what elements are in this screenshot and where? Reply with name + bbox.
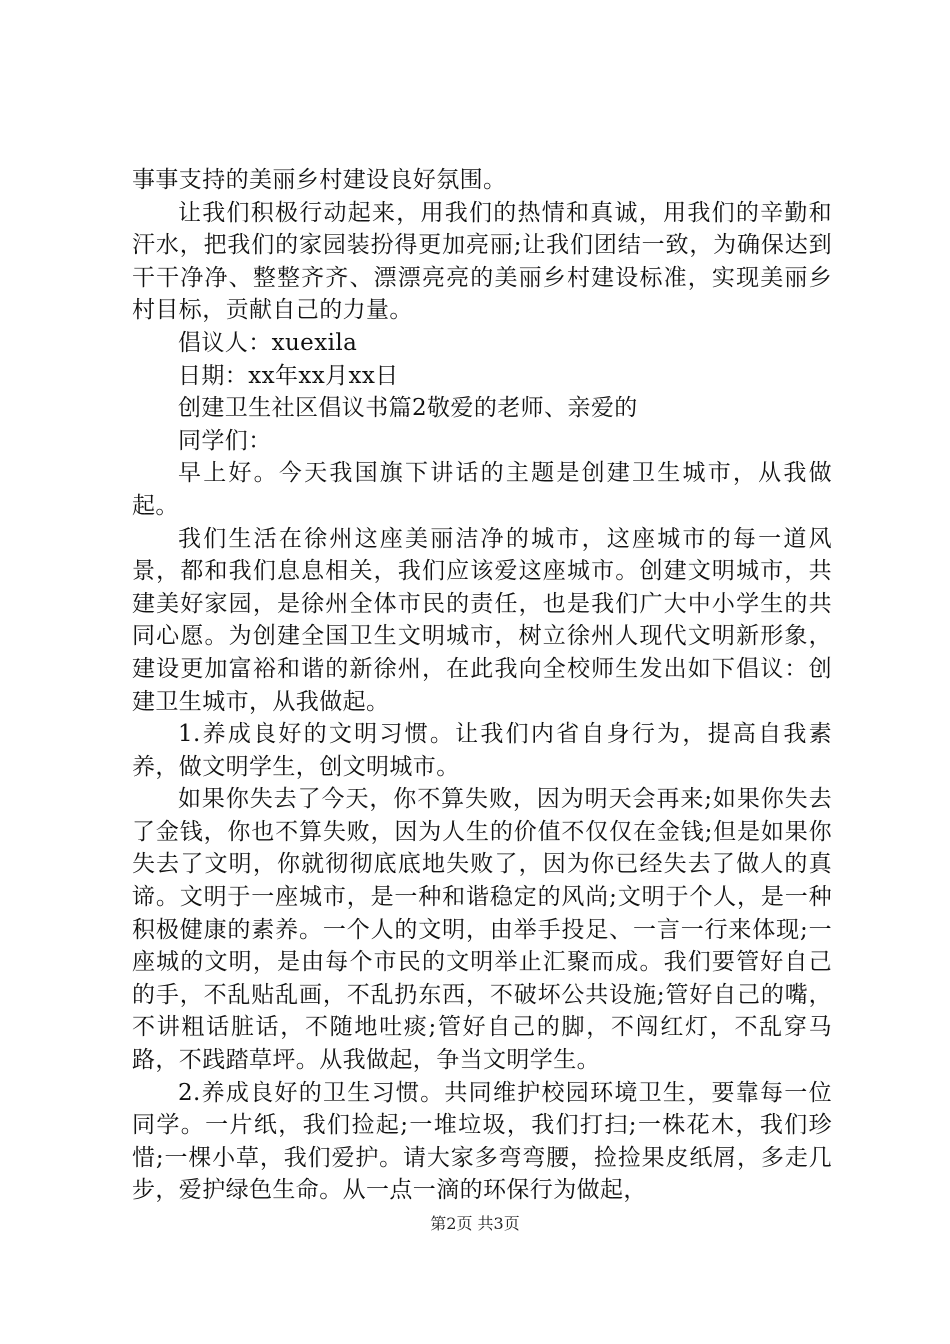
paragraph-greeting: 早上好。今天我国旗下讲话的主题是创建卫生城市，从我做起。 bbox=[132, 460, 832, 519]
paragraph-continuation: 事事支持的美丽乡村建设良好氛围。 bbox=[132, 167, 507, 193]
paragraph-initiator: 倡议人：xuexila bbox=[178, 329, 358, 356]
paragraph-section-title: 创建卫生社区倡议书篇2敬爱的老师、亲爱的 bbox=[178, 395, 638, 422]
paragraph-point-1: 1.养成良好的文明习惯。让我们内省自身行为，提高自我素养，做文明学生，创文明城市。 bbox=[132, 721, 832, 780]
paragraph-salutation: 同学们： bbox=[178, 427, 272, 454]
paragraph-point-2: 2.养成良好的卫生习惯。共同维护校园环境卫生，要靠每一位同学。一片纸，我们捡起;一堆垃圾，我们打扫;一株花木，我们珍惜;一棵小草，我们爱护。请大家多弯弯腰，捡捡果皮纸屑，多走几步，爱护绿色生命。从一点一滴的环保行为做起， bbox=[132, 1079, 832, 1204]
paragraph-call-to-action: 让我们积极行动起来，用我们的热情和真诚，用我们的辛勤和汗水，把我们的家园装扮得更加亮丽;让我们团结一致，为确保达到干干净净、整整齐齐、漂漂亮亮的美丽乡村建设标准，实现美丽乡村目标，贡献自己的力量。 bbox=[132, 199, 832, 324]
paragraph-city-intro: 我们生活在徐州这座美丽洁净的城市，这座城市的每一道风景，都和我们息息相关，我们应该爱这座城市。创建文明城市，共建美好家园，是徐州全体市民的责任，也是我们广大中小学生的共同心愿。为创建全国卫生文明城市，树立徐州人现代文明新形象，建设更加富裕和谐的新徐州，在此我向全校师生发出如下倡议：创建卫生城市，从我做起。 bbox=[132, 525, 832, 715]
paragraph-civility: 如果你失去了今天，你不算失败，因为明天会再来;如果你失去了金钱，你也不算失败，因为人生的价值不仅仅在金钱;但是如果你失去了文明，你就彻彻底底地失败了，因为你已经失去了做人的真谛。文明于一座城市，是一种和谐稳定的风尚;文明于个人，是一种积极健康的素养。一个人的文明，由举手投足、一言一行来体现;一座城的文明，是由每个市民的文明举止汇聚而成。我们要管好自己的手，不乱贴乱画，不乱扔东西，不破坏公共设施;管好自己的嘴，不讲粗话脏话，不随地吐痰;管好自己的脚，不闯红灯，不乱穿马路，不践踏草坪。从我做起，争当文明学生。 bbox=[132, 786, 832, 1074]
page-footer: 第2页 共3页 bbox=[430, 1214, 520, 1233]
document-body bbox=[132, 164, 832, 1207]
paragraph-date: 日期：xx年xx月xx日 bbox=[178, 362, 399, 389]
